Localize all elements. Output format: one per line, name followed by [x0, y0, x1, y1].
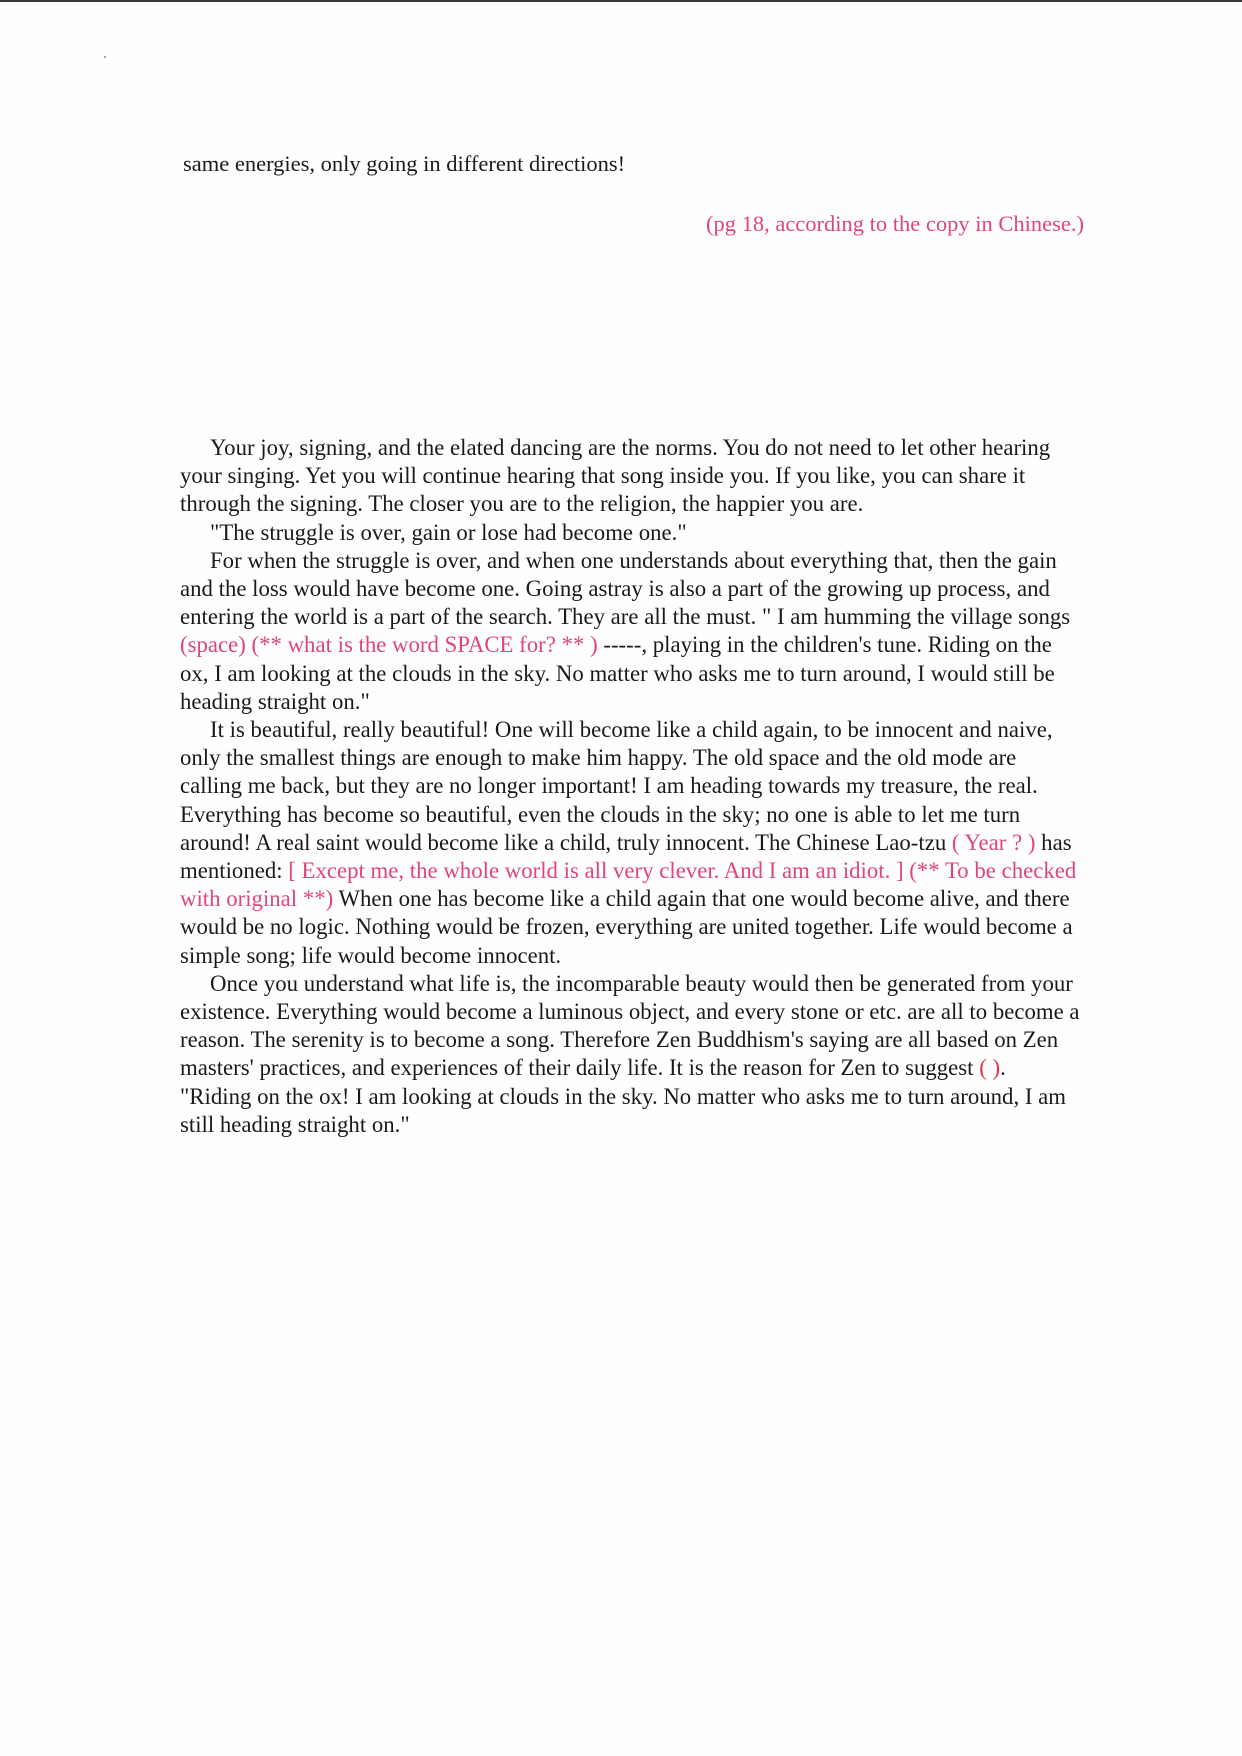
- editor-annotation: ( ): [979, 1055, 1001, 1081]
- paragraph-segment: It is beautiful, really beautiful! One will become like a child again, to be innocent and naive, only the smallest things are enough to make him happy. The old space and the old mode are calling me back, but they are no longer important! I am heading towards my treasure, the real. Everything has become so beautiful, even the clouds in the sky; no one is able to let me turn around! A real saint would become like a child, truly innocent. The Chinese Lao-tzu: [180, 717, 1053, 855]
- scan-speck: [104, 56, 106, 58]
- paragraph-segment: When one has become like a child again that one would become alive, and there would be no logic. Nothing would be frozen, everything are united together. Life would become a simple song; life would become innocent.: [180, 886, 1073, 968]
- paragraph-beautiful: [180, 716, 1080, 970]
- paragraph-joy: [180, 434, 1080, 519]
- intro-line: same energies, only going in different directions!: [183, 151, 626, 176]
- paragraph-segment: . "Riding on the ox! I am looking at clouds in the sky. No matter who asks me to turn around, I am still heading straight on.": [180, 1055, 1066, 1137]
- editor-annotation: [ Except me, the whole world is all very clever. And I am an idiot. ] (** To be checked with original **): [180, 858, 1077, 912]
- paragraph-struggle-quote: [180, 519, 1080, 547]
- paragraph-segment: -----, playing in the children's tune. Riding on the ox, I am looking at the clouds in the sky. No matter who asks me to turn around, I would still be heading straight on.": [180, 632, 1055, 714]
- paragraph-once-you-understand: [180, 970, 1080, 1139]
- paragraph-segment: "The struggle is over, gain or lose had become one.": [210, 519, 687, 545]
- paragraph-segment: has mentioned:: [180, 829, 1072, 884]
- page-top-edge: [0, 0, 1242, 2]
- page-reference-note: (pg 18, according to the copy in Chinese.): [705, 211, 1084, 236]
- editor-annotation: (space) (** what is the word SPACE for? ** ): [180, 632, 598, 658]
- body-text: [180, 434, 1080, 1139]
- paragraph-segment: Once you understand what life is, the incomparable beauty would then be generated from your existence. Everything would become a luminous object, and every stone or etc. are all to become a reason. The serenity is to become a song. Therefore Zen Buddhism's saying are all based on Zen masters' practices, and experiences of their daily life. It is the reason for Zen to suggest: [180, 970, 1080, 1081]
- paragraph-segment: Your joy, signing, and the elated dancing are the norms. You do not need to let other hearing your singing. Yet you will continue hearing that song inside you. If you like, you can share it through the signing. The closer you are to the religion, the happier you are.: [180, 435, 1051, 517]
- paragraph-segment: For when the struggle is over, and when one understands about everything that, then the gain and the loss would have become one. Going astray is also a part of the growing up process, and entering the world is a part of the search. They are all the must. " I am humming the village songs: [180, 547, 1071, 630]
- editor-annotation: ( Year ? ): [951, 829, 1036, 855]
- paragraph-gain-and-loss: [180, 547, 1080, 716]
